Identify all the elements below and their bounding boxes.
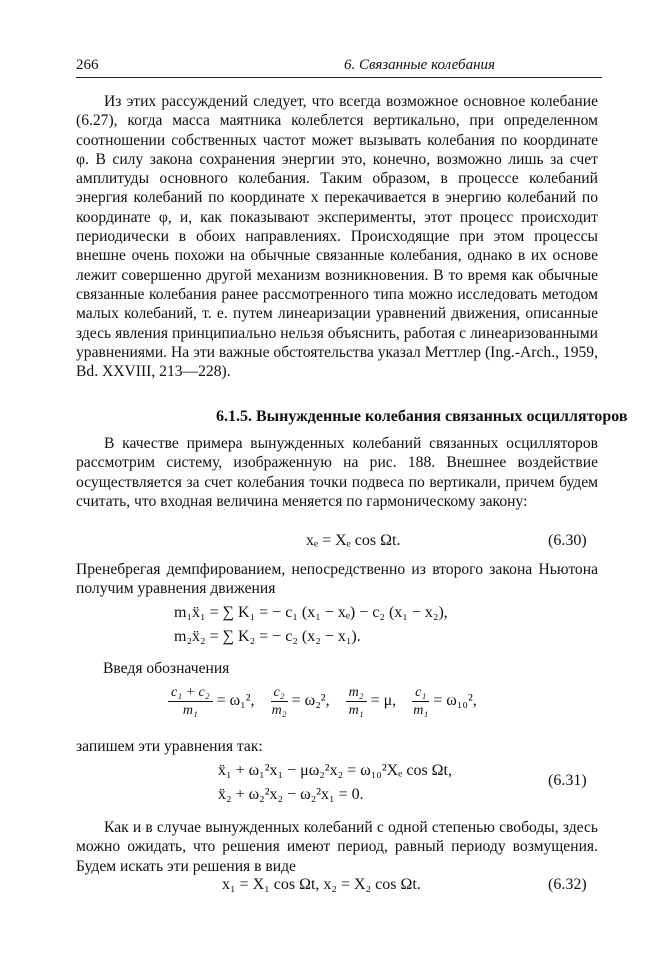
equation-6-31-line-2: ẍ₂ + ω₂²x₂ − ω₂²x₁ = 0. <box>218 786 364 803</box>
write-lead: запишем эти уравнения так: <box>76 738 263 755</box>
page-number: 266 <box>76 57 99 73</box>
fraction-1-rhs: = ω₁², <box>216 692 255 710</box>
fraction-1: $\frac{\text{c₁ + c₂}}{\text{m₁}}$ <box>168 684 213 719</box>
notation-equations <box>168 684 477 719</box>
equation-motion-1: m₁ẍ₁ = ∑ K₁ = − c₁ (x₁ − xₑ) − c₂ (x₁ − x₂), <box>174 604 448 621</box>
section-heading: 6.1.5. Вынужденные колебания связанных осцилляторов <box>216 408 628 425</box>
equation-6-32: x₁ = X₁ cos Ωt, x₂ = X₂ cos Ωt. <box>222 876 421 893</box>
equation-number-6-30: (6.30) <box>548 532 587 549</box>
fraction-2: $\frac{\text{c₂}}{\text{m₂}}$ <box>271 685 287 718</box>
header-rule <box>76 77 602 78</box>
fraction-4: $\frac{\text{c₁}}{\text{m₁}}$ <box>413 685 429 718</box>
fraction-3-rhs: = μ, <box>370 692 397 710</box>
running-title: 6. Связанные колебания <box>344 57 495 73</box>
equation-number-6-32: (6.32) <box>548 876 587 893</box>
equation-number-6-31: (6.31) <box>548 772 587 789</box>
equation-motion-2: m₂ẍ₂ = ∑ K₂ = − c₂ (x₂ − x₁). <box>174 628 361 645</box>
page-header <box>76 57 602 79</box>
paragraph-3: Пренебрегая демпфированием, непосредственно из второго закона Ньютона получим уравнения движения <box>76 561 598 598</box>
equation-6-30: xₑ = Xₑ cos Ωt. <box>306 532 401 549</box>
fraction-4-rhs: = ω₁₀², <box>433 692 477 710</box>
paragraph-1: Из этих рассуждений следует, что всегда возможное основное колебание (6.27), когда масса маятника колеблется вертикально, при определенном соотношении собственных частот может вызывать колебания по координате φ. В силу закона сохранения энергии это, конечно, возможно лишь за счет амплитуды основного колебания. Таким образом, в процессе колебаний энергия колебаний по координате x перекачивается в энергию колебаний по координате φ, и, как показывают эксперименты, этот процесс происходит периодически в обоих направлениях. Происходящие при этом процессы внешне очень похожи на обычные связанные колебания, однако в их основе лежит совершенно другой механизм возникновения. В то время как обычные связанные колебания ранее рассмотренного типа можно исследовать методом малых колебаний, т. е. путем линеаризации уравнений движения, описанные здесь явления принципиально нельзя объяснить, работая с линеаризованными уравнениями. На эти важные обстоятельства указал Меттлер (Ing.-Arch., 1959, Bd. XXVIII, 213—228). <box>76 93 598 381</box>
fraction-3: $\frac{\text{m₂}}{\text{m₁}}$ <box>346 684 367 719</box>
paragraph-4: Как и в случае вынужденных колебаний с одной степенью свободы, здесь можно ожидать, что решения имеют период, равный периоду возмущения. Будем искать эти решения в виде <box>76 819 598 875</box>
equation-6-31-line-1: ẍ₁ + ω₁²x₁ − μω₂²x₂ = ω₁₀²Xₑ cos Ωt, <box>218 762 452 779</box>
notation-lead: Введя обозначения <box>103 660 230 677</box>
paragraph-2: В качестве примера вынужденных колебаний связанных осцилляторов рассмотрим систему, изображенную на рис. 188. Внешнее воздействие осуществляется за счет колебания точки подвеса по вертикали, причем будем считать, что входная величина меняется по гармоническому закону: <box>76 435 598 510</box>
fraction-2-rhs: = ω₂², <box>291 692 330 710</box>
